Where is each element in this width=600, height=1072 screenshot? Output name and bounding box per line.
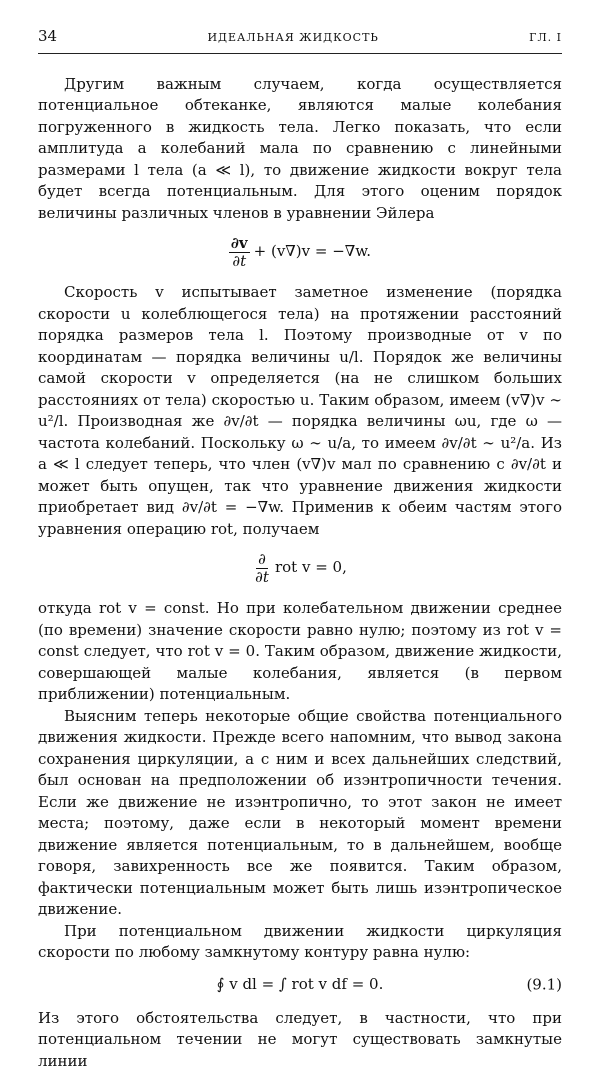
paragraph-potential-oscillations: Другим важным случаем, когда осуществляется потенциальное обтеканке, являются малые колебания погруженного в жидкость тела. Легко показать, что если амплитуда a колебаний мала по сравнению с линейными размерами l тела (a ≪ l), то движение жидкости вокруг тела будет всегда потенциальным. Для этого оценим порядок величины различных членов в уравнении Эйлера <box>38 74 562 225</box>
equation-number: (9.1) <box>526 974 562 996</box>
rot-fraction <box>253 551 271 586</box>
circulation-equation <box>38 972 562 998</box>
euler-equation <box>38 232 562 272</box>
rot-equation <box>38 548 562 588</box>
paragraph-rot-const: откуда rot v = const. Но при колебательном движении среднее (по времени) значение скорости равно нулю; поэтому из rot v = const следует, что rot v = 0. Таким образом, движение жидкости, совершающей малые колебания, является (в первом приближении) потенциальным. <box>38 598 562 706</box>
book-page <box>38 26 562 1072</box>
euler-numerator: ∂v <box>229 235 250 253</box>
euler-rest: + (v∇)v = −∇w. <box>254 241 371 263</box>
chapter-label: ГЛ. I <box>529 27 562 49</box>
euler-fraction <box>229 235 250 270</box>
rot-denominator: ∂t <box>253 569 271 586</box>
euler-denominator: ∂t <box>230 253 248 270</box>
rot-numerator: ∂ <box>256 551 268 569</box>
rot-rest: rot v = 0, <box>275 557 347 579</box>
page-number: 34 <box>38 26 57 48</box>
circulation-formula: ∮ v dl = ∫ rot v df = 0. <box>217 974 384 996</box>
paragraph-general-properties: Выясним теперь некоторые общие свойства потенциального движения жидкости. Прежде всего напомним, что вывод закона сохранения циркуляции, а с ним и всех дальнейших следствий, был основан на предположении об изэнтропичности течения. Если же движение не изэнтропично, то этот закон не имеет места; поэтому, даже если в некоторый момент времени движение является потенциальным, то в дальнейшем, вообще говоря, завихренность все же появится. Таким образом, фактически потенциальным может быть лишь изэнтропическое движение. <box>38 706 562 921</box>
running-title: ИДЕАЛЬНАЯ ЖИДКОСТЬ <box>207 27 378 49</box>
running-header <box>38 26 562 54</box>
paragraph-consequence: Из этого обстоятельства следует, в частности, что при потенциальном течении не могут существовать замкнутые линии <box>38 1008 562 1072</box>
paragraph-circulation-zero: При потенциальном движении жидкости циркуляция скорости по любому замкнутому контуру равна нулю: <box>38 921 562 964</box>
paragraph-velocity-estimate: Скорость v испытывает заметное изменение (порядка скорости u колеблющегося тела) на протяжении расстояний порядка размеров тела l. Поэтому производные от v по координатам — порядка величины u/l. Порядок же величины самой скорости v определяется (на не слишком больших расстояниях от тела) скоростью u. Таким образом, имеем (v∇)v ∼ u²/l. Производная же ∂v/∂t — порядка величины ωu, где ω — частота колебаний. Поскольку ω ∼ u/a, то имеем ∂v/∂t ∼ u²/a. Из a ≪ l следует теперь, что член (v∇)v мал по сравнению с ∂v/∂t и может быть опущен, так что уравнение движения жидкости приобретает вид ∂v/∂t = −∇w. Применив к обеим частям этого уравнения операцию rot, получаем <box>38 282 562 540</box>
